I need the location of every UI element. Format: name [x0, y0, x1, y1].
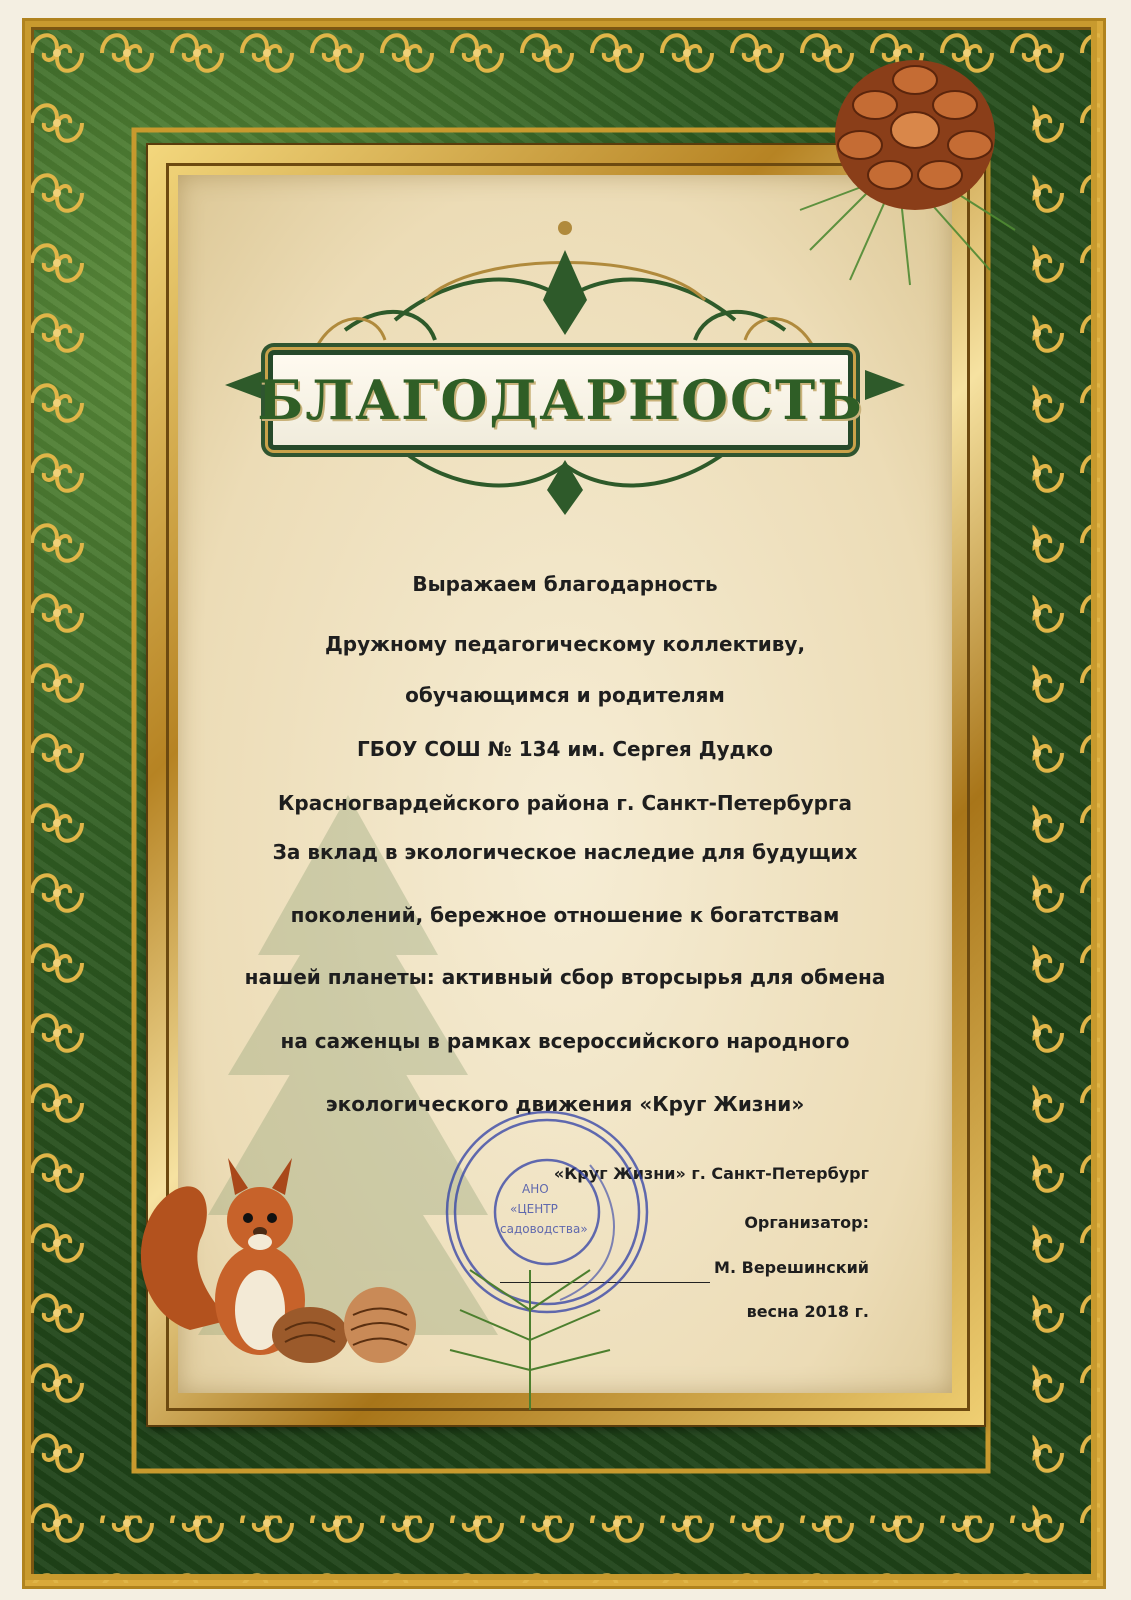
body-line-7: поколений, бережное отношение к богатствам [290, 903, 840, 927]
title-plate [257, 350, 864, 450]
pine-branch-icon [430, 1250, 630, 1420]
svg-text:«ЦЕНТР: «ЦЕНТР [510, 1202, 558, 1216]
body-line-1: Выражаем благодарность [412, 572, 718, 596]
signer-name: М. Верешинский [714, 1258, 869, 1277]
body-line-10: экологического движения «Круг Жизни» [325, 1092, 805, 1116]
body-line-4: ГБОУ СОШ № 134 им. Сергея Дудко [356, 737, 774, 761]
body-line-9: на саженцы в рамках всероссийского народного [280, 1029, 850, 1053]
body-line-3: обучающимся и родителям [405, 683, 725, 707]
organizer-label: Организатор: [744, 1213, 869, 1232]
body-line-8: нашей планеты: активный сбор вторсырья для обмена [244, 965, 886, 989]
cones-icon [255, 1280, 425, 1370]
certificate-title: БЛАГОДАРНОСТЬ [257, 368, 864, 432]
organization-name: «Круг Жизни» г. Санкт-Петербург [553, 1164, 869, 1183]
svg-text:садоводства»: садоводства» [500, 1222, 588, 1236]
pine-cone-icon [790, 30, 1020, 290]
svg-text:АНО: АНО [522, 1182, 549, 1196]
body-line-6: За вклад в экологическое наследие для будущих [272, 840, 858, 864]
body-line-2: Дружному педагогическому коллективу, [324, 632, 806, 656]
body-line-5: Красногвардейского района г. Санкт-Петербурга [278, 791, 852, 815]
issue-date: весна 2018 г. [746, 1302, 869, 1321]
